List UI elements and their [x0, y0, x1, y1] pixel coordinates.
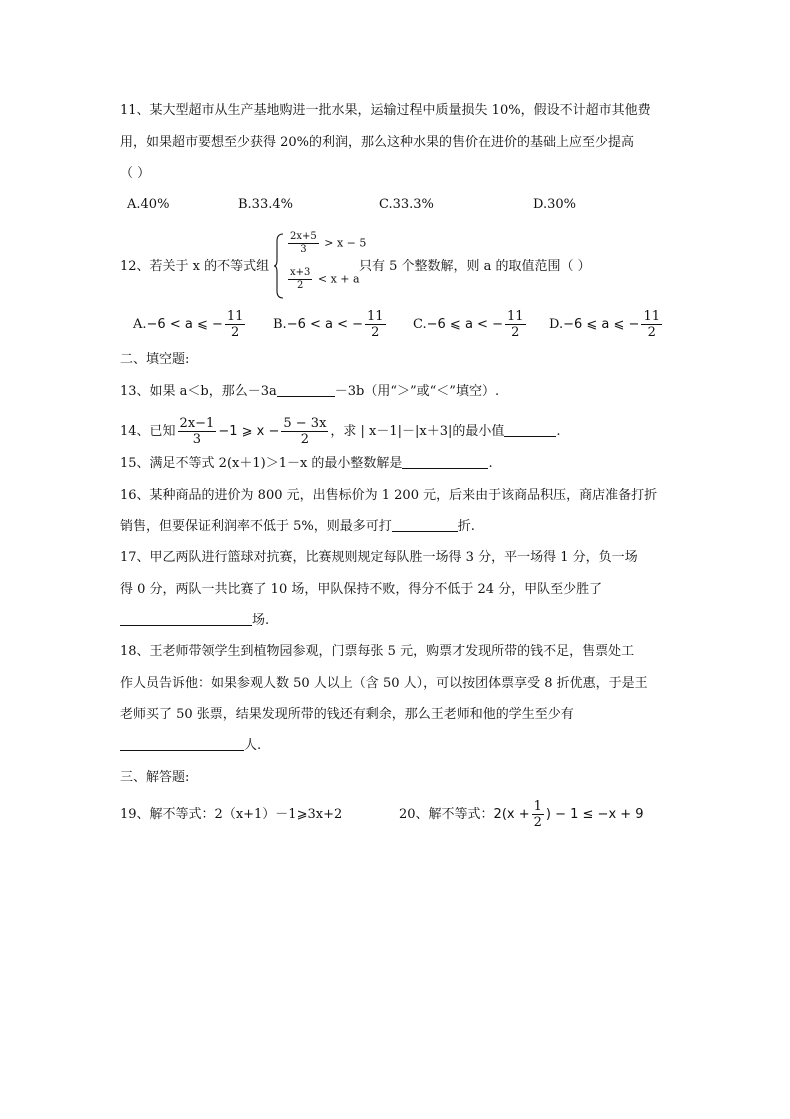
q11-line2: 用，如果超市要想至少获得 20%的利润，那么这种水果的售价在进价的基础上应至少提高: [120, 135, 635, 150]
section-3-heading: 三、解答题:: [120, 770, 190, 785]
q18-line2: 作人员告诉他：如果参观人数 50 人以上（含 50 人），可以按团体票享受 8 折优惠，于是王: [120, 676, 648, 691]
section-2-heading: 二、填空题:: [120, 352, 190, 367]
q12-option-d: D.−6 ⩽ a ⩽ − $\frac{11}{2}$: [549, 309, 660, 340]
q12-inequality-2: $\frac{x+3}{2}$ < x + a: [290, 267, 360, 291]
q11-option-a: A.40%: [127, 197, 170, 212]
q12-option-b: B.−6 < a < − $\frac{11}{2}$: [273, 309, 384, 340]
q16-blank[interactable]: [392, 517, 458, 532]
q15: 15、满足不等式 2(x＋1)＞1－x 的最小整数解是 .: [120, 456, 493, 471]
q12-fraction-2: $\frac{x+3}{2}$: [290, 267, 311, 291]
q12-prefix: 12、若关于 x 的不等式组: [120, 259, 270, 274]
q11-option-b: B.33.4%: [238, 197, 293, 212]
q11-option-d: D.30%: [533, 197, 576, 212]
q17-line1: 17、甲乙两队进行篮球对抗赛，比赛规则规定每队胜一场得 3 分，平一场得 1 分，负一场: [120, 550, 638, 565]
q13-blank[interactable]: [277, 382, 335, 397]
q14: 14、已知 $\frac{2x-1}{3}$ −1 ⩾ x − $\frac{5 - 3x}{2}$ ，求 | x－1|－|x＋3|的最小值 .: [120, 416, 561, 447]
q17-line2: 得 0 分，两队一共比赛了 10 场，甲队保持不败，得分不低于 24 分，甲队至少胜了: [120, 582, 603, 597]
q17-blank[interactable]: [120, 611, 252, 626]
q14-blank[interactable]: [504, 422, 556, 437]
q15-blank[interactable]: [402, 454, 488, 469]
q16-line2: 销售，但要保证利润率不低于 5%，则最多可打 折.: [120, 519, 475, 534]
q13: 13、如果 a＜b，那么－3a －3b（用“＞”或“＜”填空）.: [120, 384, 500, 399]
q19: 19、解不等式：2（x+1）－1⩾3x+2: [120, 807, 343, 822]
q12-option-a: A.−6 < a ⩽ − $\frac{11}{2}$: [133, 309, 244, 340]
q18-line4: 人.: [120, 736, 261, 756]
q11-option-c: C.33.3%: [379, 197, 434, 212]
q12-inequality-1: $\frac{2x+5}{3}$ > x − 5: [290, 231, 367, 255]
q12-suffix: 只有 5 个整数解，则 a 的取值范围（ ）: [359, 259, 591, 274]
brace-icon: [273, 233, 285, 299]
q12-fraction-1: $\frac{2x+5}{3}$: [290, 231, 317, 255]
q16-line1: 16、某种商品的进价为 800 元，出售标价为 1 200 元，后来由于该商品积压，商店准备打折: [120, 488, 658, 503]
q20: 20、解不等式：2(x + $\frac{1}{2}$ ) − 1 ≤ −x + 9: [399, 799, 644, 830]
q11-answer-paren: （ ）: [120, 166, 151, 181]
q11-line1: 11、某大型超市从生产基地购进一批水果，运输过程中质量损失 10%，假设不计超市其他费: [120, 103, 651, 118]
q12-option-c: C.−6 ⩽ a < − $\frac{11}{2}$: [413, 309, 524, 340]
q18-blank[interactable]: [120, 736, 244, 751]
q17-line3: 场.: [120, 611, 269, 631]
q18-line1: 18、王老师带领学生到植物园参观，门票每张 5 元，购票才发现所带的钱不足，售票处工: [120, 644, 635, 659]
q18-line3: 老师买了 50 张票，结果发现所带的钱还有剩余，那么王老师和他的学生至少有: [120, 707, 574, 722]
